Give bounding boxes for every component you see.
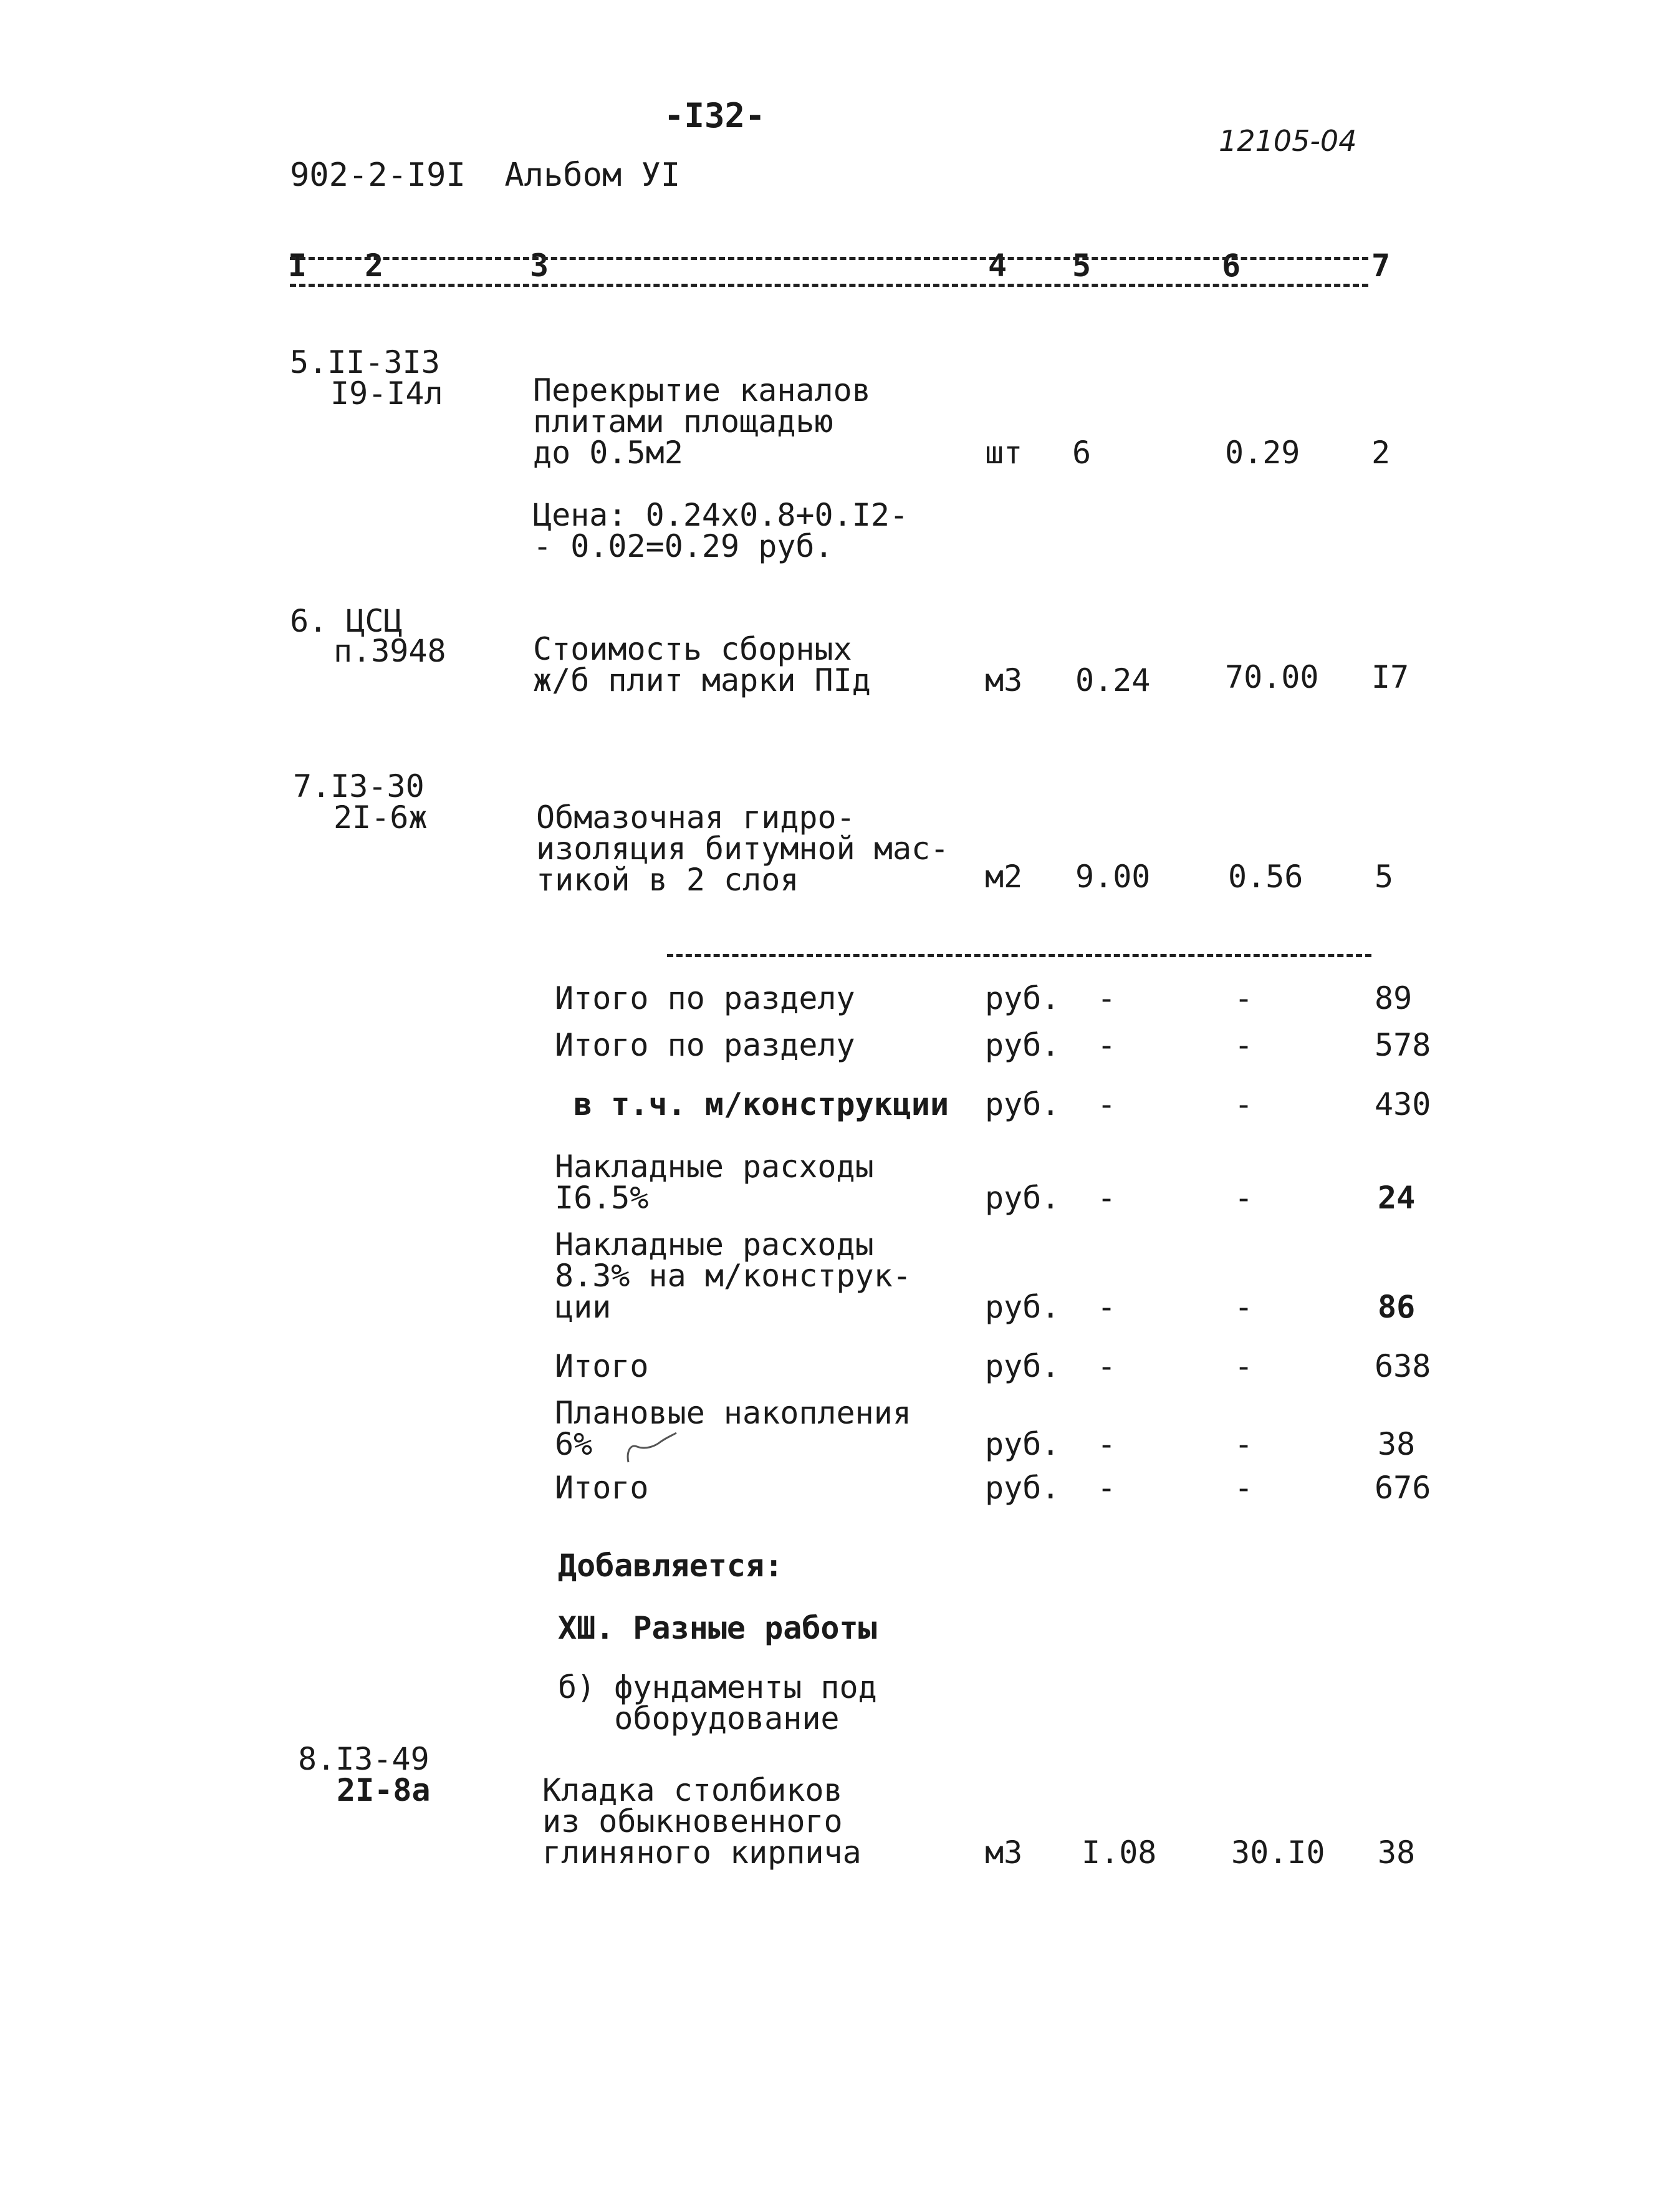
item-unit: шт (985, 435, 1023, 471)
item-desc-line: до 0.5м2 (533, 435, 683, 471)
col-2-number: 2 (365, 248, 384, 284)
summary-unit: руб. (985, 1426, 1060, 1462)
item-desc-line: Кладка столбиков (542, 1772, 843, 1808)
item-desc-line: тикой в 2 слоя (536, 862, 799, 898)
summary-separator (667, 954, 1371, 957)
item-desc-line: ж/б плит марки ПIд (533, 662, 871, 698)
summary-total: 430 (1375, 1086, 1431, 1122)
summary-qty: - (1097, 1348, 1116, 1384)
item-desc-line: плитами площадью (533, 403, 833, 440)
summary-qty: - (1097, 1086, 1116, 1122)
item-note-line: - 0.02=0.29 руб. (533, 528, 833, 564)
summary-price: - (1234, 980, 1254, 1016)
additions-sub-line: б) фундаменты под (558, 1669, 877, 1705)
summary-total: 638 (1375, 1348, 1431, 1384)
item-subcode: п.3948 (334, 633, 446, 669)
summary-label: Накладные расходы (555, 1149, 874, 1185)
item-subcode: 2I-8а (337, 1772, 431, 1808)
item-unit: м3 (985, 1834, 1023, 1871)
item-desc-line: из обыкновенного (542, 1803, 843, 1839)
summary-label: 6% (555, 1426, 593, 1462)
summary-price: - (1234, 1289, 1254, 1325)
doc-code: 902-2-I9I Альбом УI (290, 157, 681, 194)
summary-unit: руб. (985, 1470, 1060, 1506)
summary-unit: руб. (985, 980, 1060, 1016)
summary-price: - (1234, 1027, 1254, 1063)
item-subcode: 2I-6ж (334, 799, 428, 836)
item-desc-line: глиняного кирпича (542, 1834, 862, 1871)
summary-qty: - (1097, 1180, 1116, 1216)
summary-unit: руб. (985, 1348, 1060, 1384)
summary-price: - (1234, 1348, 1254, 1384)
item-total: 38 (1378, 1834, 1416, 1871)
summary-total: 86 (1378, 1289, 1416, 1325)
item-unit: м2 (985, 859, 1023, 895)
summary-total: 24 (1378, 1180, 1416, 1216)
handwritten-doc-number: 12105-04 (1219, 124, 1357, 158)
item-total: I7 (1371, 659, 1409, 695)
col-1-number: I (288, 248, 307, 284)
item-quantity: 9.00 (1075, 859, 1151, 895)
additions-sub-line: оборудование (558, 1700, 840, 1737)
col-5-number: 5 (1072, 248, 1092, 284)
col-7-number: 7 (1371, 248, 1391, 284)
header-dash-line-top (290, 257, 1368, 260)
additions-heading: Добавляется: (558, 1548, 784, 1584)
item-unit: м3 (985, 662, 1023, 698)
summary-label: 8.3% на м/конструк- (555, 1258, 911, 1294)
item-quantity: 6 (1072, 435, 1092, 471)
summary-price: - (1234, 1470, 1254, 1506)
item-unit-price: 70.00 (1225, 659, 1319, 695)
item-unit-price: 30.I0 (1231, 1834, 1325, 1871)
additions-section: ХШ. Разные работы (558, 1610, 877, 1646)
col-3-number: 3 (530, 248, 549, 284)
summary-label: в т.ч. м/конструкции (574, 1086, 949, 1122)
handwritten-mark (623, 1428, 679, 1465)
summary-total: 89 (1375, 980, 1413, 1016)
item-desc-line: Перекрытие каналов (533, 372, 871, 408)
summary-unit: руб. (985, 1180, 1060, 1216)
summary-qty: - (1097, 1289, 1116, 1325)
summary-price: - (1234, 1086, 1254, 1122)
item-desc-line: Обмазочная гидро- (536, 799, 855, 836)
summary-label: Итого (555, 1348, 649, 1384)
summary-unit: руб. (985, 1086, 1060, 1122)
item-total: 2 (1371, 435, 1391, 471)
item-desc-line: Стоимость сборных (533, 631, 852, 667)
summary-label: Накладные расходы (555, 1227, 874, 1263)
summary-total: 676 (1375, 1470, 1431, 1506)
summary-qty: - (1097, 980, 1116, 1016)
item-code: 8.I3-49 (298, 1741, 430, 1777)
item-desc-line: изоляция битумной мас- (536, 831, 949, 867)
summary-label: Итого по разделу (555, 980, 855, 1016)
page-number: -I32- (664, 96, 766, 135)
summary-qty: - (1097, 1470, 1116, 1506)
summary-total: 578 (1375, 1027, 1431, 1063)
col-4-number: 4 (988, 248, 1007, 284)
summary-label: ции (555, 1289, 612, 1325)
summary-qty: - (1097, 1426, 1116, 1462)
summary-label: Плановые накопления (555, 1395, 911, 1431)
item-unit-price: 0.29 (1225, 435, 1300, 471)
item-unit-price: 0.56 (1228, 859, 1303, 895)
summary-unit: руб. (985, 1289, 1060, 1325)
summary-label: Итого по разделу (555, 1027, 855, 1063)
summary-label: I6.5% (555, 1180, 649, 1216)
col-6-number: 6 (1222, 248, 1241, 284)
item-total: 5 (1375, 859, 1394, 895)
item-note-line: Цена: 0.24х0.8+0.I2- (533, 497, 909, 533)
item-code: 6. ЦСЦ (290, 603, 403, 639)
summary-price: - (1234, 1180, 1254, 1216)
summary-unit: руб. (985, 1027, 1060, 1063)
item-subcode: I9-I4л (330, 375, 443, 412)
item-quantity: I.08 (1082, 1834, 1157, 1871)
item-code: 7.I3-30 (293, 768, 425, 804)
summary-total: 38 (1378, 1426, 1416, 1462)
item-quantity: 0.24 (1075, 662, 1151, 698)
item-code: 5.II-3I3 (290, 344, 440, 380)
header-dash-line-bottom (290, 284, 1368, 287)
summary-label: Итого (555, 1470, 649, 1506)
summary-qty: - (1097, 1027, 1116, 1063)
summary-price: - (1234, 1426, 1254, 1462)
